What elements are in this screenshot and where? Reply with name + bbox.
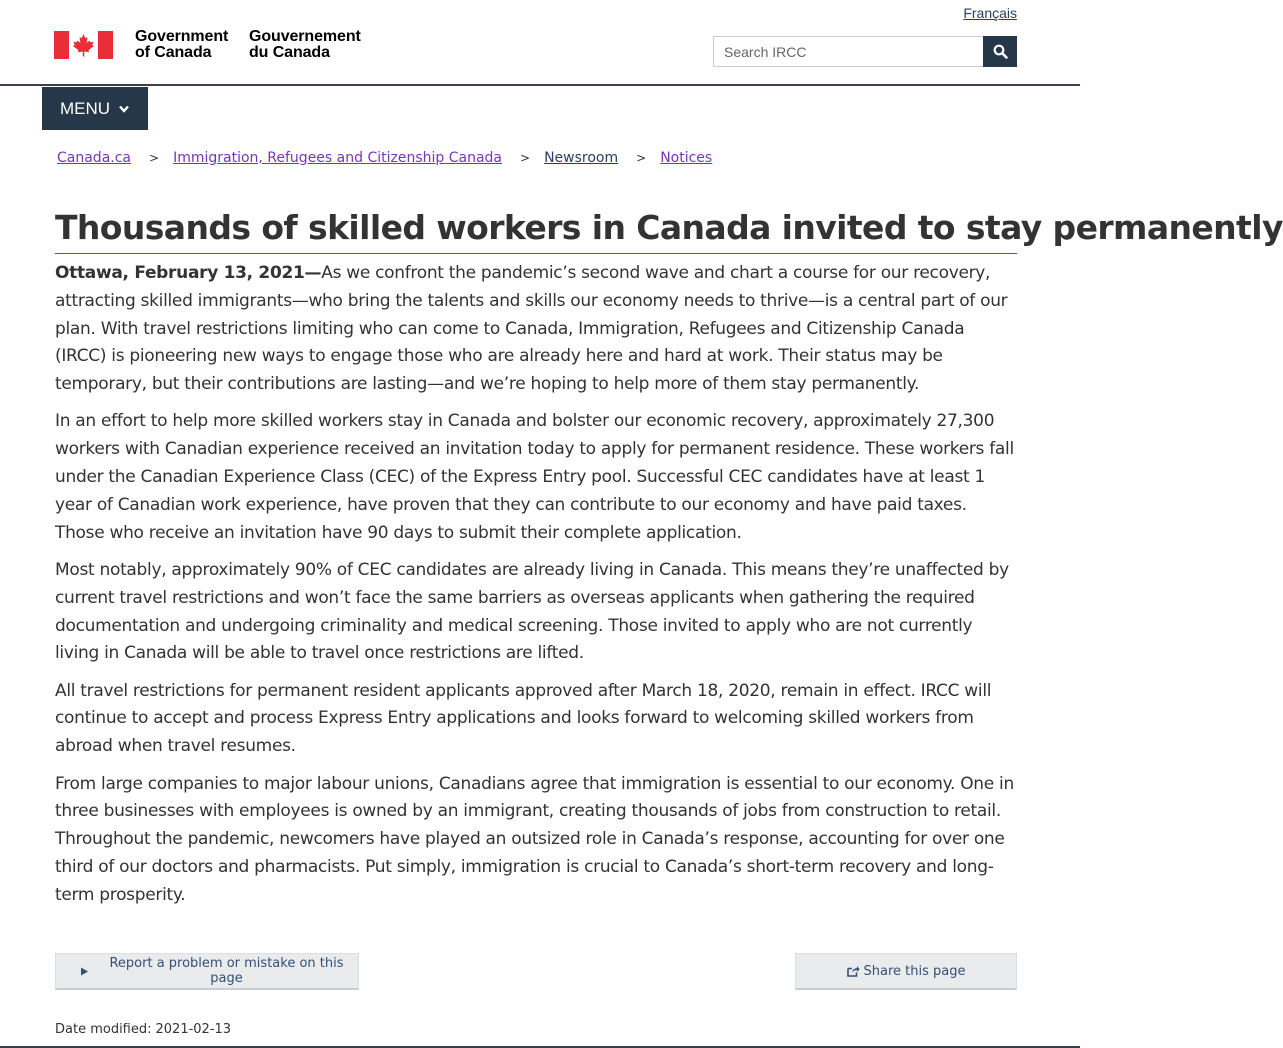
signature-fr-line1: Gouvernement xyxy=(249,28,361,45)
share-page-label: Share this page xyxy=(863,963,966,979)
triangle-right-icon xyxy=(80,967,89,976)
government-signature-en[interactable] xyxy=(135,29,228,61)
article-paragraph: All travel restrictions for permanent resident applicants approved after March 18, 2020, remain in effect. IRCC will continue to accept and process Express Entry applications and looks forward to welcoming skilled workers from abroad when travel resumes. xyxy=(55,680,992,757)
breadcrumb-canada[interactable]: Canada.ca xyxy=(57,150,131,166)
article-paragraph: In an effort to help more skilled workers stay in Canada and bolster our economic recovery, approximately 27,300 workers with Canadian experience received an invitation today to apply for permanent residence. These workers fall under the Canadian Experience Class (CEC) of the Express Entry pool. Successful CEC candidates have at least 1 year of Canadian work experience, have proven that they can contribute to our economy and have paid taxes. Those who receive an invitation have 90 days to submit their complete application. xyxy=(55,411,1014,543)
article-body xyxy=(55,260,1020,919)
chevron-down-icon xyxy=(118,103,130,115)
breadcrumb-separator: > xyxy=(520,151,531,165)
signature-en-line2: of Canada xyxy=(135,44,212,61)
date-modified-value: 2021-02-13 xyxy=(155,1022,232,1037)
breadcrumb-newsroom[interactable]: Newsroom xyxy=(544,150,619,166)
share-page-button[interactable] xyxy=(795,953,1017,990)
signature-fr-line2: du Canada xyxy=(249,44,330,61)
menu-label: MENU xyxy=(60,98,111,118)
breadcrumb-ircc[interactable]: Immigration, Refugees and Citizenship Canada xyxy=(173,150,503,166)
search-icon xyxy=(993,44,1008,59)
breadcrumb xyxy=(57,150,712,166)
menu-button[interactable] xyxy=(42,87,148,130)
canada-flag-icon[interactable] xyxy=(54,31,113,59)
date-modified xyxy=(55,1022,231,1037)
government-signature-fr[interactable] xyxy=(249,29,361,61)
article-paragraph: From large companies to major labour unions, Canadians agree that immigration is essential to our economy. One in three businesses with employees is owned by an immigrant, creating thousands of jobs from construction to retail. Throughout the pandemic, newcomers have played an outsized role in Canada’s response, accounting for over one third of our doctors and pharmacists. Put simply, immigration is crucial to Canada’s short-term recovery and long-term prosperity. xyxy=(55,773,1014,905)
header-divider xyxy=(0,84,1080,86)
breadcrumb-notices[interactable]: Notices xyxy=(660,150,713,166)
breadcrumb-separator: > xyxy=(149,151,160,165)
search-form xyxy=(713,36,1017,67)
article-paragraph: Most notably, approximately 90% of CEC candidates are already living in Canada. This means they’re unaffected by current travel restrictions and won’t face the same barriers as overseas applicants when gathering the required documentation and undergoing criminality and medical screening. Those invited to apply who are not currently living in Canada will be able to travel once restrictions are lifted. xyxy=(55,559,1009,664)
search-input[interactable] xyxy=(713,36,983,67)
report-problem-button[interactable] xyxy=(55,953,359,990)
date-modified-label: Date modified: xyxy=(55,1022,152,1037)
signature-en-line1: Government xyxy=(135,28,229,45)
report-problem-label: Report a problem or mistake on this page xyxy=(109,956,344,986)
page-title: Thousands of skilled workers in Canada invited to stay permanently xyxy=(55,208,1017,254)
dateline: Ottawa, February 13, 2021— xyxy=(55,263,322,283)
article-paragraph xyxy=(55,260,1020,399)
breadcrumb-separator: > xyxy=(636,151,647,165)
share-icon xyxy=(847,965,860,977)
language-toggle-link[interactable]: Français xyxy=(963,5,1017,21)
paragraph-text: As we confront the pandemic’s second wave and chart a course for our recovery, attracting skilled immigrants—who bring the talents and skills our economy needs to thrive—is a central part of our plan. With travel restrictions limiting who can come to Canada, Immigration, Refugees and Citizenship Canada (IRCC) is pioneering new ways to engage those who are already here and hard at work. Their status may be temporary, but their contributions are lasting—and we’re hoping to help more of them stay permanently. xyxy=(55,263,1008,395)
search-button[interactable] xyxy=(983,36,1017,67)
